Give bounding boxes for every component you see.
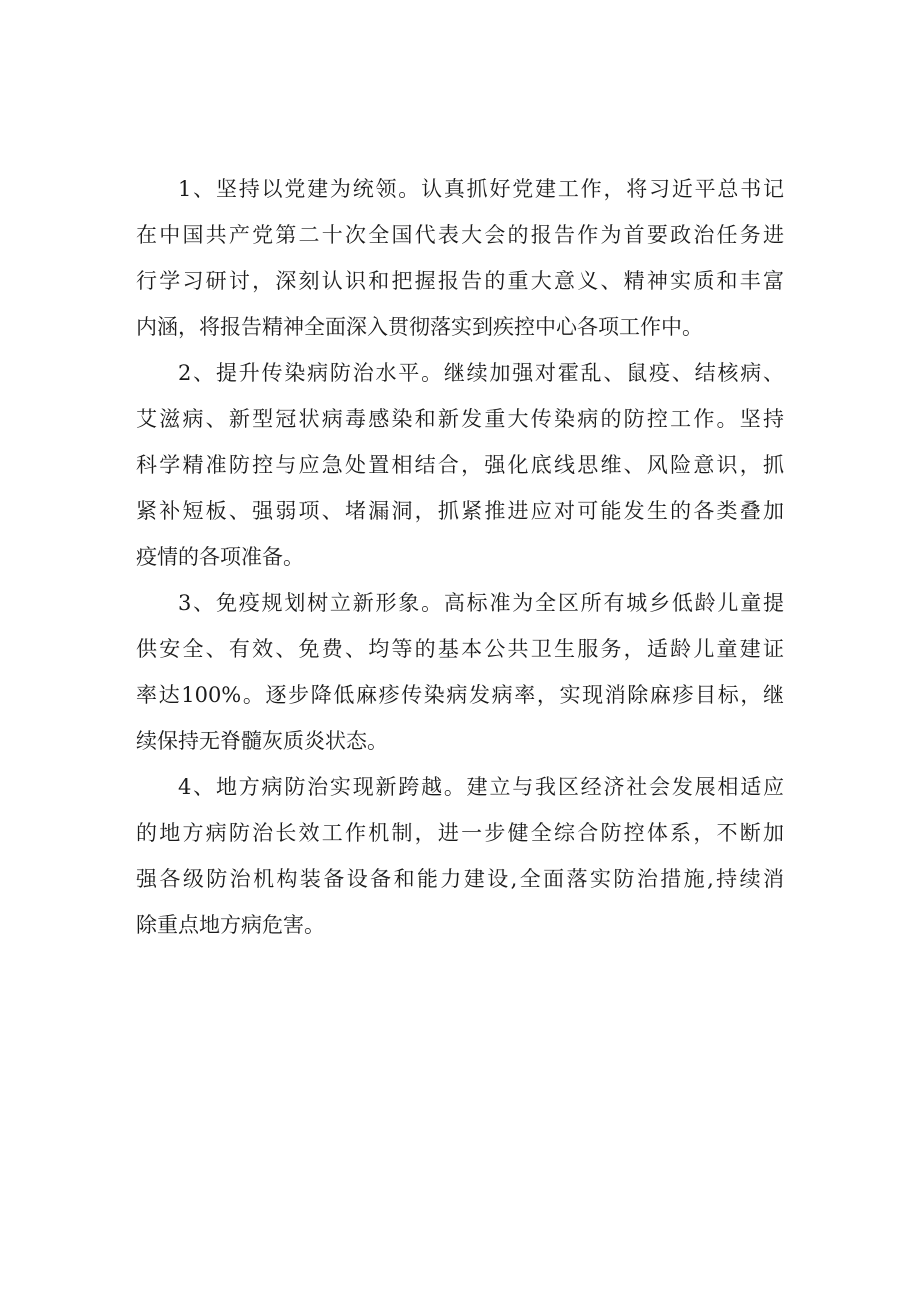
text-line: 强各级防治机构装备设备和能力建设,全面落实防治措施,持续消 xyxy=(136,867,784,891)
text-line: 内涵，将报告精神全面深入贯彻落实到疾控中心各项工作中。 xyxy=(136,315,703,339)
text-line: 在中国共产党第二十次全国代表大会的报告作为首要政治任务进 xyxy=(136,223,784,247)
text-line: 除重点地方病危害。 xyxy=(136,913,325,937)
text-line: 供安全、有效、免费、均等的基本公共卫生服务，适龄儿童建证 xyxy=(136,637,784,661)
paragraph-party-building xyxy=(136,166,784,350)
text-line: 3、免疫规划树立新形象。高标准为全区所有城乡低龄儿童提 xyxy=(178,591,784,615)
document-body xyxy=(136,166,784,948)
text-line: 紧补短板、强弱项、堵漏洞，抓紧推进应对可能发生的各类叠加 xyxy=(136,499,784,523)
paragraph-infectious-disease xyxy=(136,350,784,580)
text-line: 率达100%。逐步降低麻疹传染病发病率，实现消除麻疹目标，继 xyxy=(136,683,784,707)
text-line: 续保持无脊髓灰质炎状态。 xyxy=(136,729,388,753)
text-line: 的地方病防治长效工作机制，进一步健全综合防控体系，不断加 xyxy=(136,821,784,845)
text-line: 艾滋病、新型冠状病毒感染和新发重大传染病的防控工作。坚持 xyxy=(136,407,784,431)
text-line: 2、提升传染病防治水平。继续加强对霍乱、鼠疫、结核病、 xyxy=(178,361,784,385)
paragraph-immunization xyxy=(136,580,784,764)
text-line: 行学习研讨，深刻认识和把握报告的重大意义、精神实质和丰富 xyxy=(136,269,784,293)
text-line: 科学精准防控与应急处置相结合，强化底线思维、风险意识，抓 xyxy=(136,453,784,477)
text-line: 疫情的各项准备。 xyxy=(136,545,304,569)
text-line: 4、地方病防治实现新跨越。建立与我区经济社会发展相适应 xyxy=(178,775,784,799)
text-line: 1、坚持以党建为统领。认真抓好党建工作，将习近平总书记 xyxy=(178,177,784,201)
paragraph-endemic-disease xyxy=(136,764,784,948)
